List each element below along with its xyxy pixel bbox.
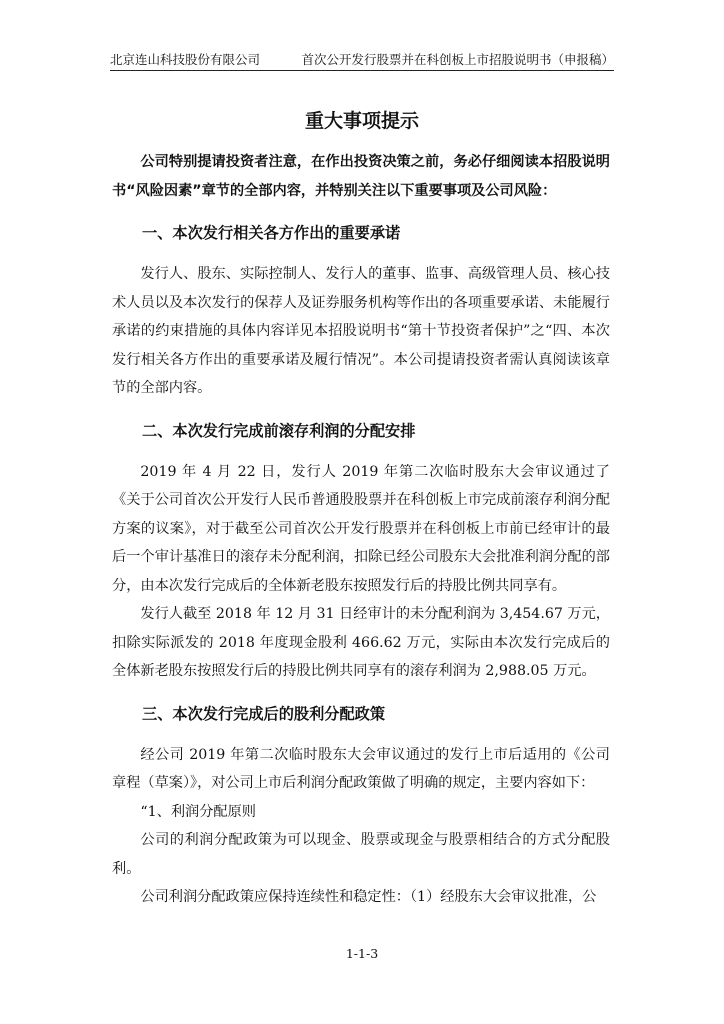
section-2-heading: 二、本次发行完成前滚存利润的分配安排 (142, 421, 416, 440)
header-divider (110, 70, 614, 71)
header-doc-title: 首次公开发行股票并在科创板上市招股说明书（申报稿） (301, 52, 614, 67)
intro-paragraph: 公司特别提请投资者注意，在作出投资决策之前，务必仔细阅读本招股说明书“风险因素”章节的全部内容，并特别关注以下重要事项及公司风险： (112, 154, 610, 199)
section-1-heading: 一、本次发行相关各方作出的重要承诺 (142, 224, 401, 242)
header-company: 北京连山科技股份有限公司 (110, 52, 261, 67)
section-3-heading: 三、本次发行完成后的股利分配政策 (142, 704, 385, 723)
section-3-paragraph-4: 公司利润分配政策应保持连续性和稳定性：（1）经股东大会审议批准，公 (140, 889, 597, 905)
section-3-paragraph-1: 经公司 2019 年第二次临时股东大会审议通过的发行上市后适用的《公司章程（草案）》，对公司上市后利润分配政策做了明确的规定，主要内容如下： (112, 746, 610, 791)
section-1-paragraph: 发行人、股东、实际控制人、发行人的董事、监事、高级管理人员、核心技术人员以及本次发行的保荐人及证券服务机构等作出的各项重要承诺、未能履行承诺的约束措施的具体内容详见本招股说明书“第十节投资者保护”之“四、本次发行相关各方作出的重要承诺及履行情况”。本公司提请投资者需认真阅读该章节的全部内容。 (112, 266, 610, 396)
running-header (110, 50, 614, 68)
section-3-paragraph-2: “1、利润分配原则 (140, 803, 256, 820)
section-2-paragraph-2: 发行人截至 2018 年 12 月 31 日经审计的未分配利润为 3,454.67 万元，扣除实际派发的 2018 年度现金股利 466.62 万元，实际由本次发行完成后的全体新老股东按照发行后的持股比例共同享有的滚存利润为 2,988.05 万元。 (112, 606, 610, 679)
page-title: 重大事项提示 (304, 110, 419, 132)
page-number: 1-1-3 (345, 946, 379, 961)
section-2-paragraph-1: 2019 年 4 月 22 日，发行人 2019 年第二次临时股东大会审议通过了《关于公司首次公开发行人民币普通股股票并在科创板上市完成前滚存利润分配方案的议案》，对于截至公司首次公开发行股票并在科创板上市前已经审计的最后一个审计基准日的滚存未分配利润，扣除已经公司股东大会批准利润分配的部分，由本次发行完成后的全体新老股东按照发行后的持股比例共同享有。 (112, 463, 610, 594)
document-body (112, 148, 610, 912)
section-3-paragraph-3: 公司的利润分配政策为可以现金、股票或现金与股票相结合的方式分配股利。 (112, 832, 610, 877)
